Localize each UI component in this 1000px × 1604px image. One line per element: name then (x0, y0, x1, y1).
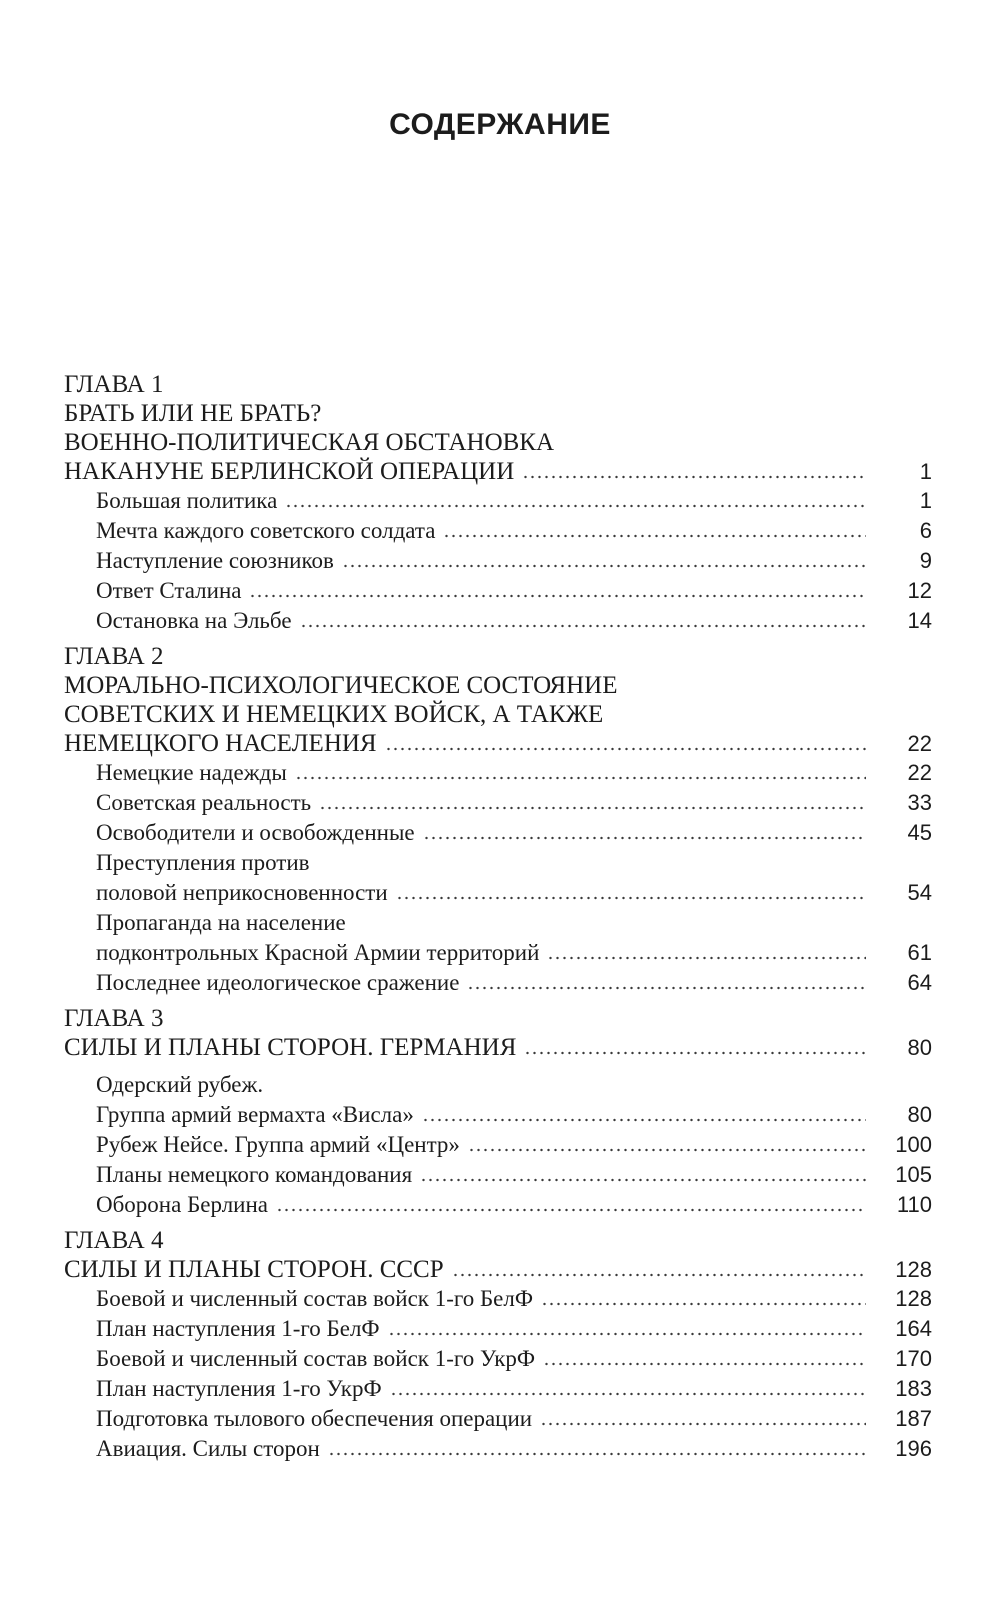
section-title-text: Мечта каждого советского солдата (96, 518, 436, 543)
dot-leader (422, 1118, 866, 1122)
section-entry[interactable] (64, 908, 932, 968)
page-number: 164 (895, 1316, 932, 1341)
chapter-title-line: ВОЕННО-ПОЛИТИЧЕСКАЯ ОБСТАНОВКА (64, 429, 555, 456)
section-row (96, 1130, 932, 1160)
section-title-text: Немецкие надежды (96, 760, 287, 785)
section-entry[interactable] (64, 546, 932, 576)
page-title: СОДЕРЖАНИЕ (389, 108, 611, 141)
section-title-line: Пропаганда на население (96, 910, 346, 935)
section-row (96, 1100, 932, 1130)
page-number: 1 (919, 459, 932, 484)
dot-leader (468, 1148, 866, 1152)
section-row (96, 1404, 932, 1434)
dot-leader (295, 776, 866, 780)
page-number: 54 (907, 880, 932, 905)
section-row (96, 1314, 932, 1344)
page-number: 187 (895, 1406, 932, 1431)
page-number: 128 (895, 1286, 932, 1311)
chapter-title-entry[interactable] (64, 457, 932, 486)
dot-leader (547, 956, 866, 960)
page-number: 14 (907, 608, 932, 633)
dot-leader (285, 504, 866, 508)
section-title-text: Боевой и численный состав войск 1-го БелФ (96, 1286, 534, 1311)
chapter-title-line: БРАТЬ ИЛИ НЕ БРАТЬ? (64, 400, 322, 427)
dot-leader (541, 1302, 866, 1306)
page-number: 6 (919, 518, 932, 543)
section-title-text: подконтрольных Красной Армии территорий (96, 940, 540, 965)
section-entry[interactable] (64, 788, 932, 818)
page-number: 100 (895, 1132, 932, 1157)
dot-leader (396, 896, 866, 900)
chapter-entry (64, 1004, 932, 1220)
section-entry[interactable] (64, 758, 932, 788)
section-title-text: половой неприкосновенности (96, 880, 388, 905)
dot-leader (524, 1051, 866, 1055)
chapter-title-entry[interactable] (64, 1033, 932, 1062)
section-title-text: Рубеж Нейсе. Группа армий «Центр» (96, 1132, 460, 1157)
dot-leader (540, 1422, 866, 1426)
chapter-entry (64, 642, 932, 998)
table-of-contents (64, 370, 932, 1470)
section-row (96, 1284, 932, 1314)
chapter-title-text: НАКАНУНЕ БЕРЛИНСКОЙ ОПЕРАЦИИ (64, 458, 515, 485)
section-title-text: План наступления 1-го УкрФ (96, 1376, 382, 1401)
chapter-title-text: НЕМЕЦКОГО НАСЕЛЕНИЯ (64, 730, 377, 757)
section-row (96, 968, 932, 998)
section-row (96, 1434, 932, 1464)
dot-leader (388, 1332, 866, 1336)
section-row (96, 788, 932, 818)
section-entry[interactable] (64, 1070, 932, 1130)
section-title-text: Остановка на Эльбе (96, 608, 292, 633)
section-entry[interactable] (64, 486, 932, 516)
chapter-title-line: СОВЕТСКИХ И НЕМЕЦКИХ ВОЙСК, А ТАКЖЕ (64, 701, 604, 728)
dot-leader (467, 986, 866, 990)
section-entry[interactable] (64, 576, 932, 606)
page-number: 12 (907, 578, 932, 603)
dot-leader (443, 534, 866, 538)
chapter-entry (64, 1226, 932, 1464)
page-number: 45 (907, 820, 932, 845)
section-entry[interactable] (64, 606, 932, 636)
section-entry[interactable] (64, 968, 932, 998)
section-title-text: Подготовка тылового обеспечения операции (96, 1406, 533, 1431)
section-title-text: Авиация. Силы сторон (96, 1436, 320, 1461)
page-number: 80 (907, 1035, 932, 1060)
section-title-text: Боевой и численный состав войск 1-го УкрФ (96, 1346, 536, 1371)
dot-leader (276, 1208, 866, 1212)
page-number: 64 (907, 970, 932, 995)
section-title-text: Освободители и освобожденные (96, 820, 415, 845)
section-entry[interactable] (64, 1434, 932, 1464)
dot-leader (420, 1178, 866, 1182)
section-title-text: Последнее идеологическое сражение (96, 970, 460, 995)
section-row (96, 576, 932, 606)
dot-leader (543, 1362, 866, 1366)
page-number: 80 (907, 1102, 932, 1127)
section-entry[interactable] (64, 1374, 932, 1404)
page-number: 61 (907, 940, 932, 965)
chapter-label: ГЛАВА 3 (64, 1005, 164, 1032)
section-row (96, 606, 932, 636)
page-number: 22 (907, 760, 932, 785)
section-row (96, 938, 932, 968)
page-number: 110 (896, 1192, 932, 1217)
chapter-entry (64, 370, 932, 636)
section-title-line: Одерский рубеж. (96, 1072, 264, 1097)
section-entry[interactable] (64, 848, 932, 908)
section-entry[interactable] (64, 1284, 932, 1314)
section-title-text: Наступление союзников (96, 548, 334, 573)
page-number: 33 (907, 790, 932, 815)
dot-leader (385, 747, 866, 751)
dot-leader (249, 594, 866, 598)
chapter-title-entry[interactable] (64, 1255, 932, 1284)
section-title-text: Оборона Берлина (96, 1192, 268, 1217)
section-entry[interactable] (64, 1130, 932, 1160)
page-number: 128 (895, 1257, 932, 1282)
section-row (96, 878, 932, 908)
section-row (96, 1374, 932, 1404)
section-entry[interactable] (64, 818, 932, 848)
section-title-text: Ответ Сталина (96, 578, 242, 603)
dot-leader (328, 1452, 866, 1456)
section-row (96, 758, 932, 788)
section-row (96, 546, 932, 576)
page-number: 22 (907, 731, 932, 756)
section-title-text: Советская реальность (96, 790, 312, 815)
dot-leader (522, 475, 866, 479)
section-title-text: План наступления 1-го БелФ (96, 1316, 380, 1341)
section-row (96, 486, 932, 516)
page-number: 170 (895, 1346, 932, 1371)
dot-leader (319, 806, 866, 810)
section-entry[interactable] (64, 1190, 932, 1220)
section-entry[interactable] (64, 516, 932, 546)
chapter-title-entry[interactable] (64, 729, 932, 758)
section-row (96, 818, 932, 848)
section-title-text: Группа армий вермахта «Висла» (96, 1102, 414, 1127)
page-number: 105 (895, 1162, 932, 1187)
section-row (96, 1160, 932, 1190)
section-entry[interactable] (64, 1160, 932, 1190)
spacer (64, 1062, 932, 1070)
section-entry[interactable] (64, 1404, 932, 1434)
page-number: 1 (919, 488, 932, 513)
page-number: 9 (919, 548, 932, 573)
chapter-label: ГЛАВА 2 (64, 643, 164, 670)
chapter-label: ГЛАВА 1 (64, 371, 164, 398)
section-entry[interactable] (64, 1344, 932, 1374)
dot-leader (342, 564, 866, 568)
section-title-line: Преступления против (96, 850, 310, 875)
dot-leader (390, 1392, 866, 1396)
chapter-label: ГЛАВА 4 (64, 1227, 164, 1254)
section-title-text: Большая политика (96, 488, 278, 513)
chapter-title-line: МОРАЛЬНО-ПСИХОЛОГИЧЕСКОЕ СОСТОЯНИЕ (64, 672, 618, 699)
chapter-title-text: СИЛЫ И ПЛАНЫ СТОРОН. ГЕРМАНИЯ (64, 1034, 517, 1061)
section-row (96, 516, 932, 546)
dot-leader (423, 836, 866, 840)
section-row (96, 1344, 932, 1374)
section-entry[interactable] (64, 1314, 932, 1344)
dot-leader (452, 1273, 866, 1277)
chapter-title-text: СИЛЫ И ПЛАНЫ СТОРОН. СССР (64, 1256, 444, 1283)
section-title-text: Планы немецкого командования (96, 1162, 413, 1187)
dot-leader (300, 624, 866, 628)
page-number: 196 (895, 1436, 932, 1461)
section-row (96, 1190, 932, 1220)
page-number: 183 (895, 1376, 932, 1401)
